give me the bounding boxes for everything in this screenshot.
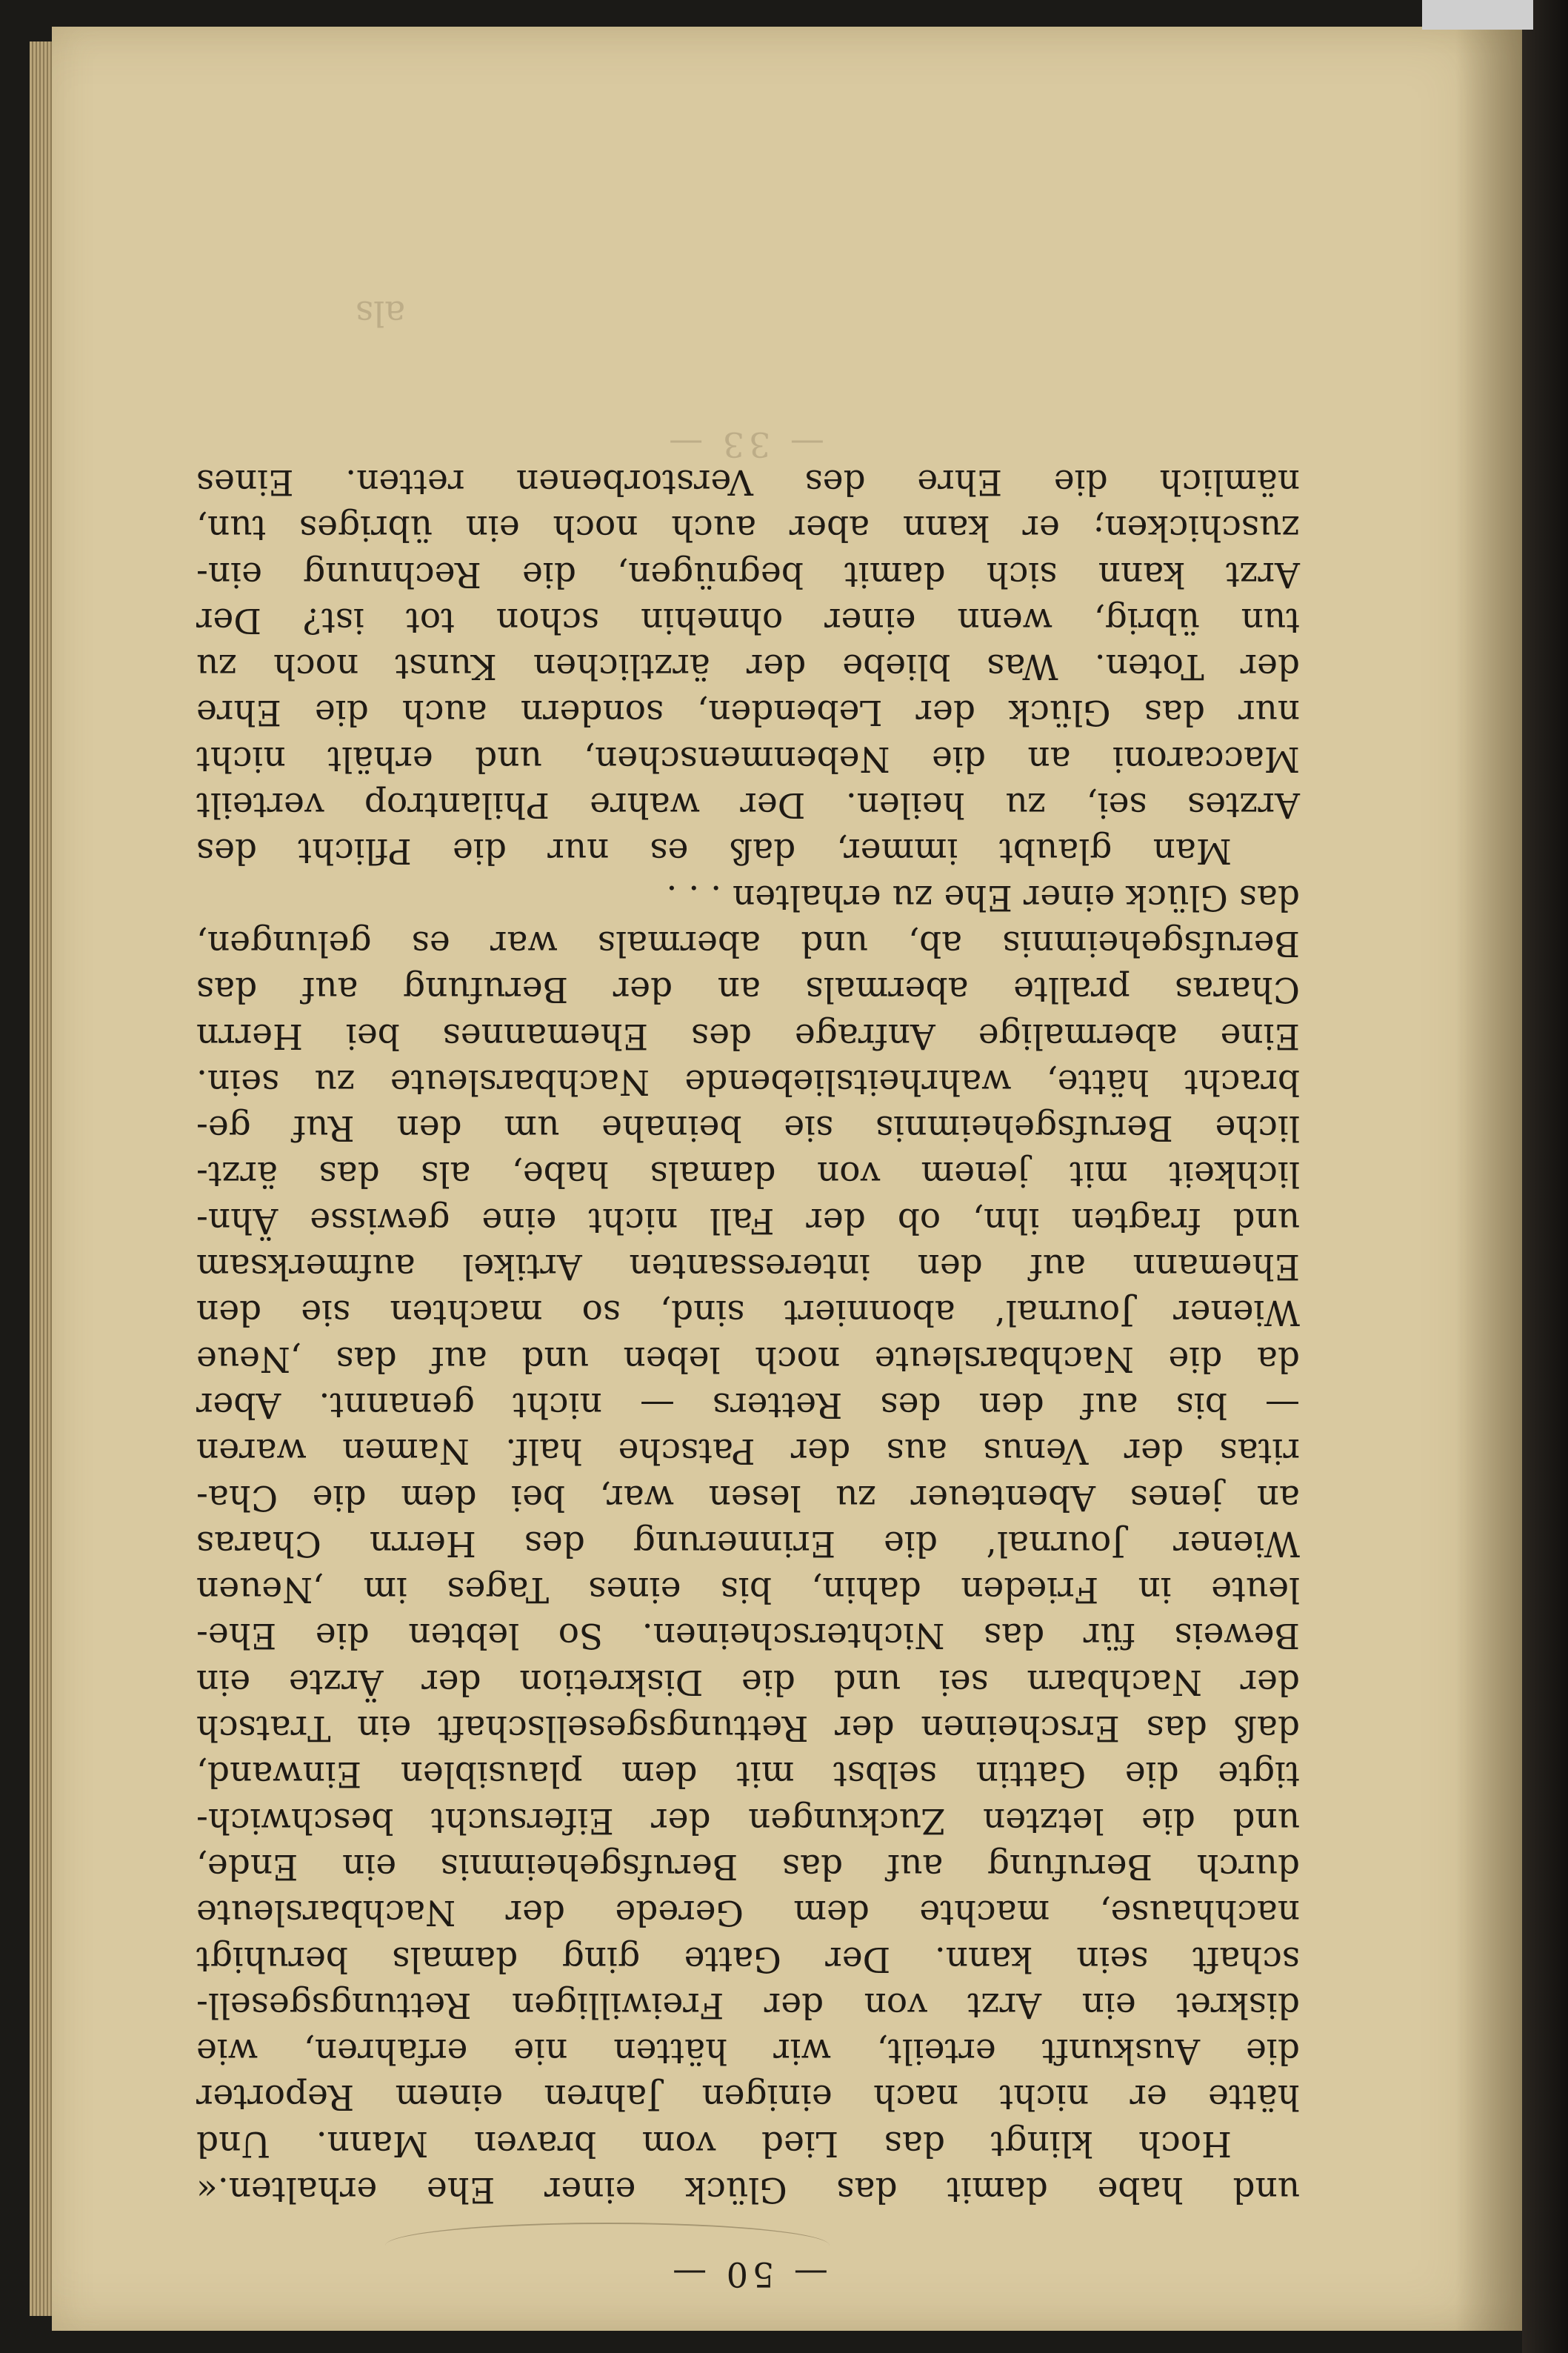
text-line: und fragten ihn, ob der Fall nicht eine gewisse Ähn- bbox=[196, 1199, 1300, 1241]
text-line: Eine abermalige Anfrage des Ehemannes bei Herrn bbox=[196, 1015, 1300, 1056]
text-line: Wiener Journal‘ abonniert sind, so machten sie den bbox=[196, 1292, 1300, 1334]
text-line: der Toten. Was bliebe der ärztlichen Kunst noch zu bbox=[196, 646, 1300, 688]
show-through-fragment: als bbox=[356, 293, 406, 333]
text-line: Charas prallte abermals an der Berufung auf das bbox=[196, 969, 1300, 1011]
text-line: da die Nachbarsleute noch leben und auf das ‚Neue bbox=[196, 1338, 1300, 1379]
text-line: und die letzten Zuckungen der Eifersucht beschwich- bbox=[196, 1800, 1300, 1841]
text-line: zuschicken; er kann aber auch noch ein übriges tun, bbox=[196, 507, 1300, 549]
text-line: die Auskunft erteilt, wir hätten nie erfahren, wie bbox=[196, 2031, 1300, 2072]
book-cover-edge bbox=[1522, 0, 1568, 2353]
text-line: Man glaubt immer, daß es nur die Pflicht des bbox=[196, 831, 1232, 872]
text-line: liche Berufsgeheimnis sie beinahe um den Ruf ge- bbox=[196, 1108, 1300, 1149]
upside-down-text-block bbox=[196, 462, 1300, 2304]
page-edges bbox=[30, 41, 52, 2316]
text-line: — bis auf den des Retters — nicht genannt. Aber bbox=[196, 1384, 1300, 1425]
text-line: lichkeit mit jenem von damals habe, als das ärzt- bbox=[196, 1154, 1300, 1195]
text-line: Wiener Journal‘ die Erinnerung des Herrn Charas bbox=[196, 1522, 1300, 1564]
binding-gutter bbox=[1455, 27, 1522, 2331]
text-line: leute in Frieden dahin, bis eines Tages im ‚Neuen bbox=[196, 1569, 1300, 1611]
show-through-text bbox=[356, 282, 1133, 474]
page-number: — 50 — bbox=[668, 2254, 828, 2294]
body-text bbox=[196, 459, 1300, 2212]
text-line: nämlich die Ehre des Verstorbenen retten. Eines bbox=[196, 462, 1300, 503]
text-line: nur das Glück der Lebenden, sondern auch die Ehre bbox=[196, 692, 1300, 733]
text-line: daß das Erscheinen der Rettungsgesellschaft ein Tratsch bbox=[196, 1708, 1300, 1749]
text-line: nachhause, machte dem Gerede der Nachbarsleute bbox=[196, 1892, 1300, 1934]
text-line: Hoch klingt das Lied vom braven Mann. Und bbox=[196, 2123, 1232, 2164]
text-line: bracht hätte, wahrheitsliebende Nachbarsleute zu sein. bbox=[196, 1061, 1300, 1102]
text-line: Ehemann auf den interessanten Artikel aufmerksam bbox=[196, 1246, 1300, 1288]
text-line: hätte er nicht nach einigen Jahren einem Reporter bbox=[196, 2077, 1300, 2118]
text-line: schaft sein kann. Der Gatte ging damals beruhigt bbox=[196, 1938, 1300, 1980]
show-through-page-number: — 33 — bbox=[664, 425, 824, 465]
text-line: Arzt kann sich damit begnügen, die Rechnung ein- bbox=[196, 553, 1300, 595]
text-line: Berufsgeheimnis ab, und abermals war es gelungen, bbox=[196, 922, 1300, 964]
text-line: der Nachbarn sei und die Diskretion der Ärzte ein bbox=[196, 1661, 1300, 1703]
text-line: Maccaroni an die Nebenmenschen, und erhält nicht bbox=[196, 738, 1300, 779]
text-line: an jenes Abenteuer zu lesen war, bei dem die Cha- bbox=[196, 1477, 1300, 1518]
text-line: ritas der Venus aus der Patsche half. Namen waren bbox=[196, 1431, 1300, 1472]
text-line: tun übrig, wenn einer ohnehin schon tot ist? Der bbox=[196, 599, 1300, 641]
text-line: tigte die Gattin selbst mit dem plausiblen Einwand, bbox=[196, 1754, 1300, 1795]
text-line: und habe damit das Glück einer Ehe erhalten.« bbox=[196, 2169, 1300, 2210]
text-line: Beweis für das Nichterscheinen. So lebten die Ehe- bbox=[196, 1615, 1300, 1657]
text-line: diskret ein Arzt von der Freiwilligen Rettungsgesell- bbox=[196, 1984, 1300, 2026]
text-line: Arztes sei, zu heilen. Der wahre Philantrop verteilt bbox=[196, 785, 1300, 826]
corner-tag bbox=[1422, 0, 1533, 30]
text-line: durch Berufung auf das Berufsgeheimnis ein Ende, bbox=[196, 1846, 1300, 1887]
text-line: das Glück einer Ehe zu erhalten . . . bbox=[666, 876, 1300, 918]
